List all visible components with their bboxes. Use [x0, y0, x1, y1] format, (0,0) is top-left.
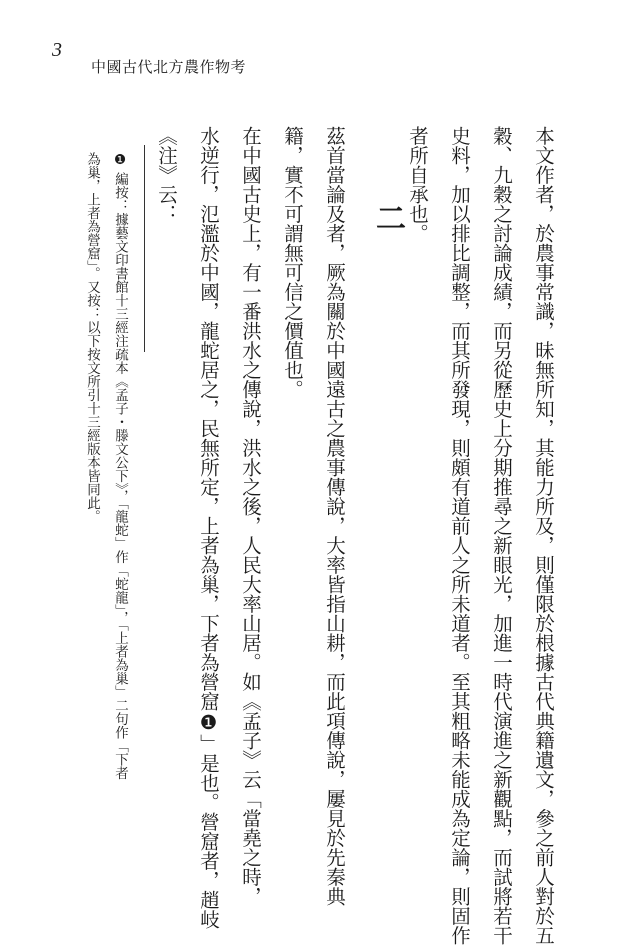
- footnote-reference-marker[interactable]: ❶: [197, 711, 220, 734]
- footnote-marker: ❶: [112, 152, 128, 168]
- body-column-8-text-a: 水逆行，氾濫於中國，龍蛇居之，民無所定，上者為巢，下者為營窟: [197, 126, 220, 711]
- body-column-8-text-b: 」是也。營窟者，趙岐: [197, 734, 220, 929]
- footnote-line-2: 為巢，上者為營窟」。又按：以下按文所引十三經版本皆同此。: [84, 152, 100, 524]
- body-column-7: 在中國古史上，有一番洪水之傳說，洪水之後，人民大率山居。如《孟子》云「當堯之時，: [239, 126, 262, 906]
- body-column-6: 籍，實不可謂無可信之價值也。: [281, 126, 304, 399]
- chapter-number: 二: [376, 202, 406, 237]
- page-number: 3: [52, 39, 62, 61]
- body-column-1: 本文作者，於農事常識，昧無所知，其能力所及，則僅限於根據古代典籍遺文，參之前人對於五: [532, 126, 555, 945]
- body-column-5: 茲首當論及者，厥為關於中國遠古之農事傳說，大率皆指山耕，而此項傳說，屢見於先秦典: [323, 126, 346, 906]
- running-header-title: 中國古代北方農作物考: [91, 58, 247, 76]
- body-column-8: [191, 126, 225, 929]
- body-column-4: 者所自承也。: [406, 126, 429, 243]
- body-column-9: 《注》云：: [155, 126, 178, 224]
- footnote-line-1-text: 編按：據藝文印書館十三經注疏本《孟子・滕文公下》，「龍蛇」作「蛇龍」，「上者為巢」二句作「下者: [112, 168, 128, 780]
- body-column-3: 史料，加以排比調整，而其所發現，則頗有道前人之所未道者。至其粗略未能成為定論，則固作: [448, 126, 471, 945]
- body-column-2: 穀、九穀之討論成績，而另從歷史上分期推尋之新眼光，加進一時代演進之新觀點，而試將若干: [490, 126, 513, 945]
- footnote-separator: [144, 145, 145, 352]
- footnote-line-1: [108, 152, 132, 780]
